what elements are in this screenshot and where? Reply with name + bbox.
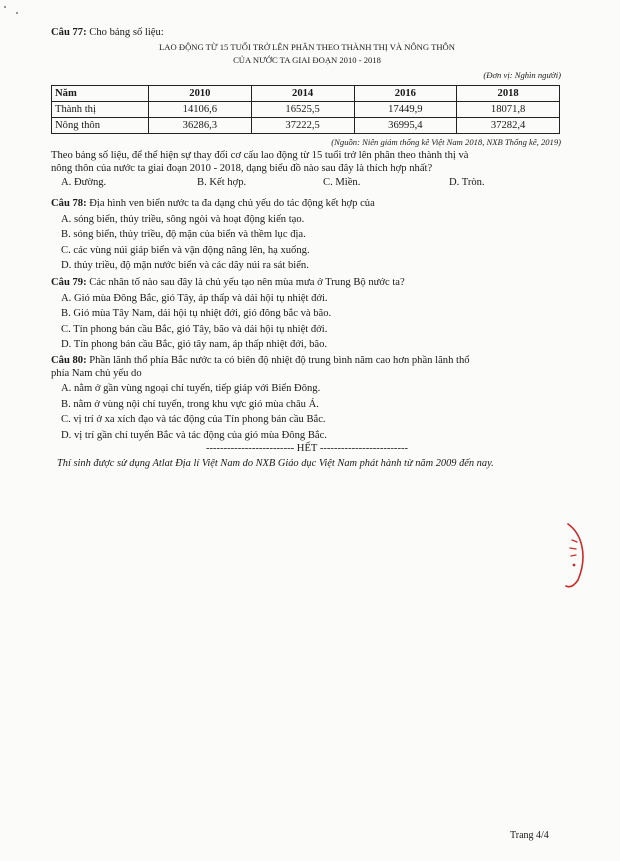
q77-question — [51, 150, 563, 175]
table-header-row — [52, 86, 560, 102]
q78-label: Câu 78: — [51, 198, 87, 209]
table-row — [52, 102, 560, 118]
table-header-cell: 2018 — [457, 86, 560, 102]
q78-prompt: Địa hình ven biển nước ta đa dạng chủ yếu do tác động kết hợp của — [89, 198, 375, 209]
scan-speck — [4, 6, 6, 8]
q78-option-d[interactable]: D. thủy triều, độ mặn nước biển và các dãy núi ra sát biển. — [61, 260, 309, 272]
q79-label: Câu 79: — [51, 277, 87, 288]
q77-option-b[interactable]: B. Kết hợp. — [197, 177, 247, 188]
q78-option-c[interactable]: C. các vùng núi giáp biển và vận động nâng lên, hạ xuống. — [61, 244, 310, 256]
table-cell: 37282,4 — [457, 118, 560, 134]
q80-option-b[interactable]: B. nằm ở vùng nội chí tuyến, trong khu vực gió mùa châu Á. — [61, 398, 319, 410]
table-cell: 36995,4 — [354, 118, 457, 134]
atlas-note: Thí sinh được sử dụng Atlat Địa lí Việt Nam do NXB Giáo dục Việt Nam phát hành từ năm 2009 đến nay. — [57, 458, 494, 469]
q77-question-line2: nông thôn của nước ta giai đoạn 2010 - 2018, dạng biểu đồ nào sau đây là thích hợp nhất? — [51, 162, 433, 174]
q77-option-c[interactable]: C. Miền. — [323, 177, 361, 188]
q77-question-line1: Theo bảng số liệu, để thể hiện sự thay đổi cơ cấu lao động từ 15 tuổi trở lên phân theo thành thị và — [51, 150, 469, 161]
q80-prompt-line1: Phần lãnh thổ phía Bắc nước ta có biên độ nhiệt độ trung bình năm cao hơn phần lãnh thổ — [89, 355, 470, 366]
q79-option-d[interactable]: D. Tín phong bán cầu Bắc, gió tây nam, áp thấp nhiệt đới, bão. — [61, 339, 328, 351]
q77-option-a[interactable]: A. Đường. — [61, 177, 107, 188]
end-marker: ------------------------- HẾT ------------------------- — [205, 443, 409, 454]
q80-option-c[interactable]: C. vị trí ở xa xích đạo và tác động của Tín phong bán cầu Bắc. — [61, 414, 326, 426]
table-header-cell: 2010 — [149, 86, 252, 102]
table-title-line2: CỦA NƯỚC TA GIAI ĐOẠN 2010 - 2018 — [233, 55, 381, 65]
q78-option-b[interactable]: B. sóng biển, thủy triều, độ mặn của biển và thềm lục địa. — [61, 229, 306, 241]
q79-option-c[interactable]: C. Tín phong bán cầu Bắc, gió Tây, bão và dải hội tụ nhiệt đới. — [61, 323, 328, 335]
q80-prompt-line2: phía Nam chủ yếu do — [51, 367, 142, 379]
labor-table — [51, 85, 560, 134]
q80-option-a[interactable]: A. nằm ở gần vùng ngoại chí tuyến, tiếp giáp với Biển Đông. — [61, 383, 321, 395]
q77-options — [51, 177, 563, 190]
table-cell: 36286,3 — [149, 118, 252, 134]
q79-option-b[interactable]: B. Gió mùa Tây Nam, dải hội tụ nhiệt đới, gió đông bắc và bão. — [61, 308, 332, 320]
q77-label: Câu 77: — [51, 27, 87, 38]
table-cell: 14106,6 — [149, 102, 252, 118]
table-header-cell: 2016 — [354, 86, 457, 102]
q78-block — [51, 198, 563, 273]
q80-option-d[interactable]: D. vị trí gần chí tuyến Bắc và tác động của gió mùa Đông Bắc. — [61, 429, 327, 441]
table-header-cell: 2014 — [251, 86, 354, 102]
q80-label: Câu 80: — [51, 355, 87, 366]
table-unit: (Đơn vị: Nghìn người) — [483, 70, 561, 80]
page-number: Trang 4/4 — [510, 830, 549, 841]
q79-prompt: Các nhân tố nào sau đây là chủ yếu tạo nên mùa mưa ở Trung Bộ nước ta? — [89, 277, 405, 288]
table-cell: Nông thôn — [52, 118, 149, 134]
q78-option-a[interactable]: A. sóng biển, thủy triều, sông ngòi và hoạt động kiến tạo. — [61, 213, 305, 225]
q78-stem — [51, 198, 563, 211]
table-title-line1: LAO ĐỘNG TỪ 15 TUỔI TRỞ LÊN PHÂN THEO THÀNH THỊ VÀ NÔNG THÔN — [159, 42, 455, 52]
q77-option-d[interactable]: D. Tròn. — [449, 177, 485, 188]
table-cell: 16525,5 — [251, 102, 354, 118]
q80-stem-line1 — [51, 355, 563, 368]
red-stamp-mark-icon — [548, 520, 594, 590]
q79-block — [51, 277, 563, 352]
q77-header — [51, 27, 563, 40]
table-header-cell: Năm — [52, 86, 149, 102]
table-cell: Thành thị — [52, 102, 149, 118]
table-cell: 17449,9 — [354, 102, 457, 118]
scan-speck — [16, 12, 18, 14]
q77-prompt: Cho bảng số liệu: — [89, 27, 164, 38]
q79-stem — [51, 277, 563, 290]
table-source: (Nguồn: Niên giám thống kê Việt Nam 2018, NXB Thống kê, 2019) — [331, 137, 561, 147]
table-cell: 37222,5 — [251, 118, 354, 134]
q80-block — [51, 355, 563, 443]
table-cell: 18071,8 — [457, 102, 560, 118]
table-row — [52, 118, 560, 134]
q79-option-a[interactable]: A. Gió mùa Đông Bắc, gió Tây, áp thấp và dải hội tụ nhiệt đới. — [61, 292, 328, 304]
